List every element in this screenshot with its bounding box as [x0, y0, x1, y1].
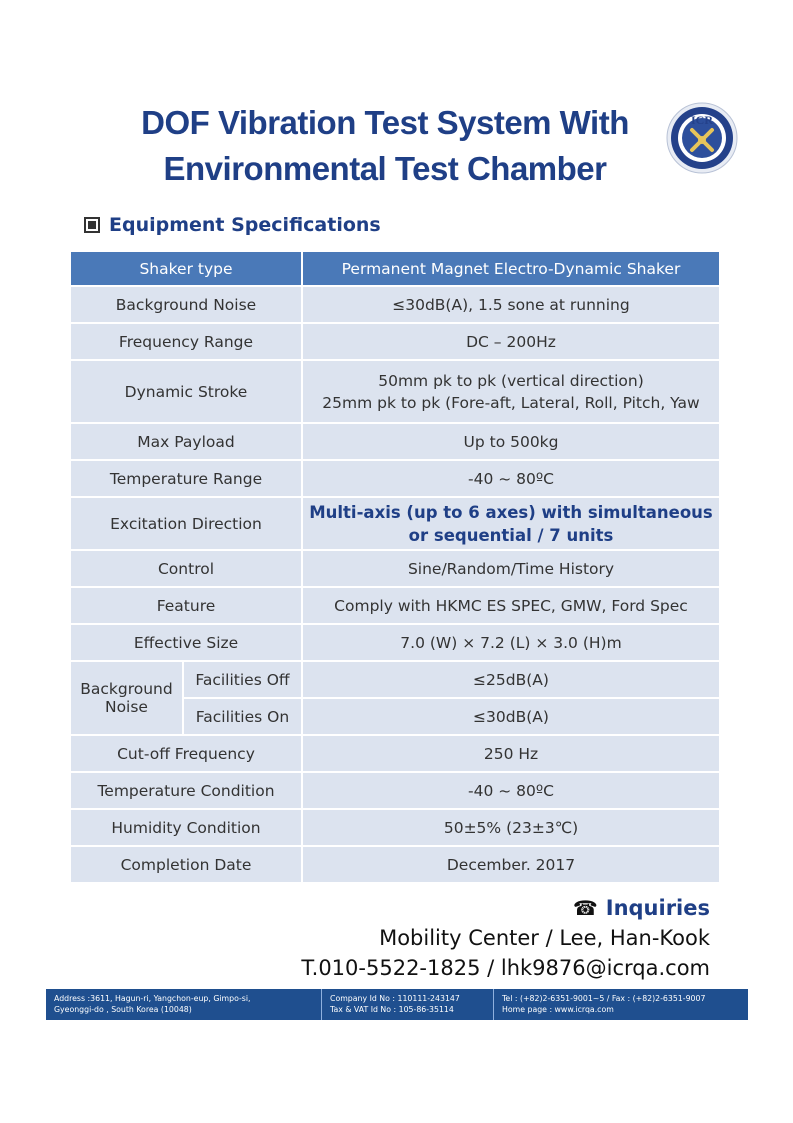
row-value: Comply with HKMC ES SPEC, GMW, Ford Spec — [303, 588, 719, 625]
page-title — [110, 100, 660, 192]
table-row — [71, 361, 719, 424]
noise-group-label — [71, 662, 184, 736]
table-row — [71, 625, 719, 662]
row-label: Dynamic Stroke — [71, 361, 303, 424]
row-value: ≤25dB(A) — [303, 662, 719, 699]
row-value-line-2: or sequential / 7 units — [408, 525, 614, 545]
row-label: Max Payload — [71, 424, 303, 461]
header-value: Permanent Magnet Electro-Dynamic Shaker — [303, 252, 719, 287]
footer-company-ids — [322, 989, 494, 1020]
table-row — [71, 287, 719, 324]
noise-group-label-line-1: Background — [80, 680, 173, 698]
spec-table — [71, 252, 719, 884]
inquiries-contact-details: T.010-5522-1825 / lhk9876@icrqa.com — [301, 956, 710, 980]
title-line-2: Environmental Test Chamber — [163, 150, 607, 187]
row-value: Sine/Random/Time History — [303, 551, 719, 588]
title-line-1: DOF Vibration Test System With — [141, 104, 629, 141]
row-value: DC – 200Hz — [303, 324, 719, 361]
row-value: December. 2017 — [303, 847, 719, 884]
table-row — [71, 551, 719, 588]
footer-bar — [46, 989, 748, 1020]
table-row — [71, 662, 719, 699]
row-value: ≤30dB(A), 1.5 sone at running — [303, 287, 719, 324]
table-row — [71, 810, 719, 847]
table-row — [71, 736, 719, 773]
row-label: Control — [71, 551, 303, 588]
footer-tax-id: Tax & VAT Id No : 105-86-35114 — [330, 1005, 454, 1014]
row-value-highlight — [303, 498, 719, 551]
icr-logo — [666, 102, 738, 174]
row-value: Up to 500kg — [303, 424, 719, 461]
row-label: Effective Size — [71, 625, 303, 662]
row-value: -40 ~ 80ºC — [303, 461, 719, 498]
table-row — [71, 498, 719, 551]
inquiries-block — [301, 893, 710, 983]
row-value: 7.0 (W) × 7.2 (L) × 3.0 (H)m — [303, 625, 719, 662]
row-label: Feature — [71, 588, 303, 625]
row-sublabel: Facilities Off — [184, 662, 303, 699]
row-value-line-2: 25mm pk to pk (Fore-aft, Lateral, Roll, Pitch, Yaw — [322, 393, 700, 412]
footer-contact — [494, 989, 748, 1020]
row-value: 50±5% (23±3℃) — [303, 810, 719, 847]
noise-group-label-line-2: Noise — [104, 698, 148, 716]
square-bullet-icon — [84, 217, 100, 233]
svg-text:ICR: ICR — [690, 113, 714, 127]
row-label: Cut-off Frequency — [71, 736, 303, 773]
footer-tel-fax: Tel : (+82)2-6351-9001~5 / Fax : (+82)2-6351-9007 — [502, 994, 706, 1003]
table-header-row — [71, 252, 719, 287]
footer-homepage: Home page : www.icrqa.com — [502, 1005, 614, 1014]
row-value: ≤30dB(A) — [303, 699, 719, 736]
row-value-line-1: 50mm pk to pk (vertical direction) — [378, 371, 644, 390]
inquiries-contact-name: Mobility Center / Lee, Han-Kook — [379, 926, 710, 950]
inquiries-heading — [301, 893, 710, 923]
table-row — [71, 847, 719, 884]
row-label: Excitation Direction — [71, 498, 303, 551]
row-value-line-1: Multi-axis (up to 6 axes) with simultaneous — [309, 502, 713, 522]
section-heading — [84, 214, 381, 236]
footer-address-line-1: Address :3611, Hagun-ri, Yangchon-eup, Gimpo-si, — [54, 994, 251, 1003]
telephone-icon: ☎ — [572, 896, 598, 920]
inquiries-label: Inquiries — [605, 896, 710, 920]
table-row — [71, 588, 719, 625]
table-row — [71, 424, 719, 461]
row-label: Temperature Range — [71, 461, 303, 498]
row-label: Temperature Condition — [71, 773, 303, 810]
row-value: 250 Hz — [303, 736, 719, 773]
table-row — [71, 773, 719, 810]
row-label: Completion Date — [71, 847, 303, 884]
row-label: Frequency Range — [71, 324, 303, 361]
header-label: Shaker type — [71, 252, 303, 287]
footer-address — [46, 989, 322, 1020]
row-value — [303, 361, 719, 424]
row-sublabel: Facilities On — [184, 699, 303, 736]
table-row — [71, 324, 719, 361]
row-value: -40 ~ 80ºC — [303, 773, 719, 810]
table-row — [71, 461, 719, 498]
section-label: Equipment Specifications — [109, 214, 381, 236]
row-label: Humidity Condition — [71, 810, 303, 847]
footer-company-id: Company Id No : 110111-243147 — [330, 994, 460, 1003]
footer-address-line-2: Gyeonggi-do , South Korea (10048) — [54, 1005, 192, 1014]
row-label: Background Noise — [71, 287, 303, 324]
